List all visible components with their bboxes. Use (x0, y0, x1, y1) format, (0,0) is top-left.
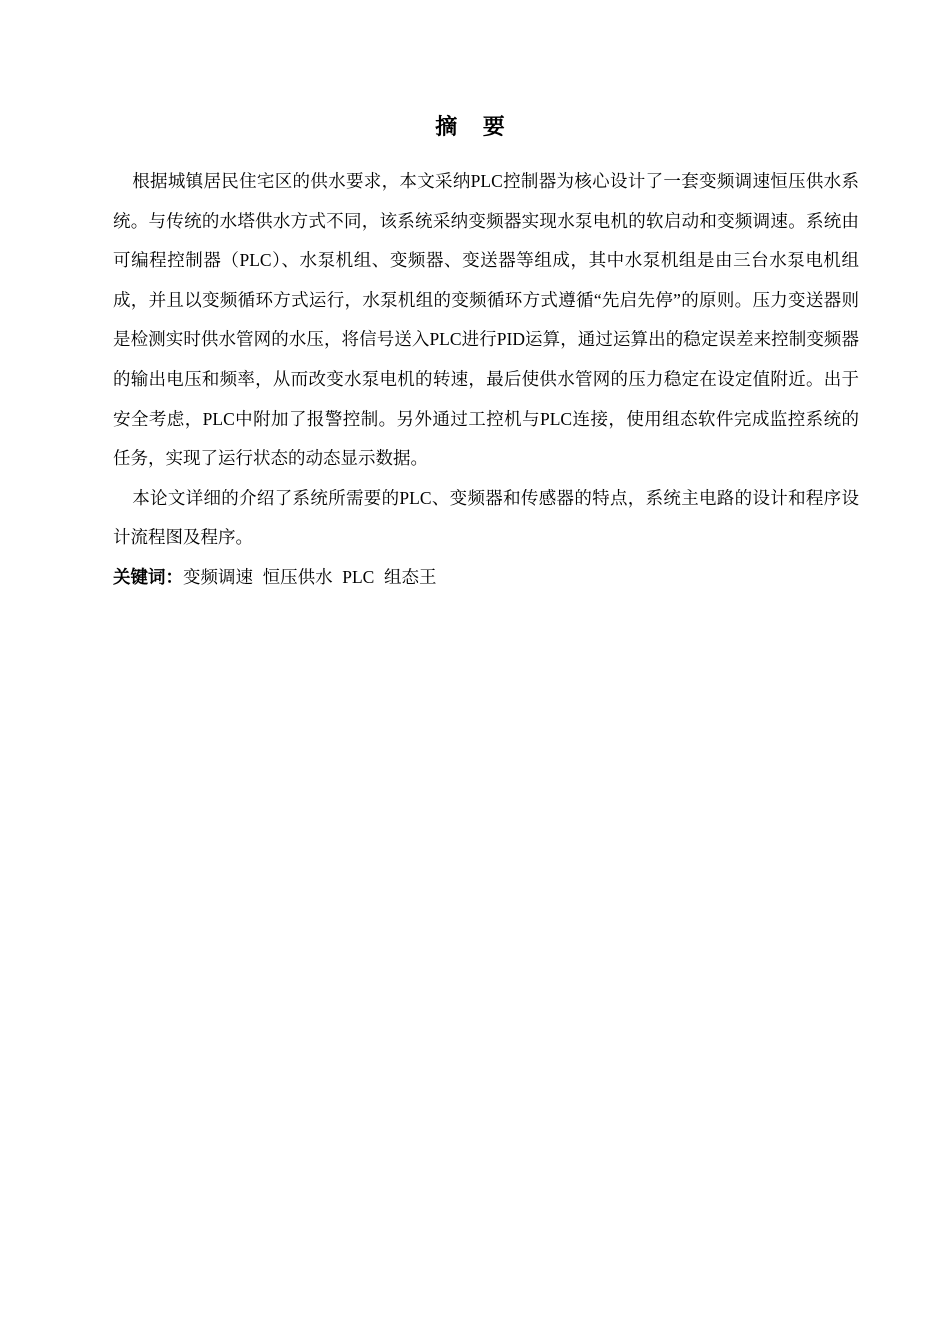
abstract-body (113, 162, 859, 598)
abstract-title: 摘 要 (435, 114, 515, 139)
abstract-paragraph-1: 根据城镇居民住宅区的供水要求，本文采纳PLC控制器为核心设计了一套变频调速恒压供水系统。与传统的水塔供水方式不同，该系统采纳变频器实现水泵电机的软启动和变频调速。系统由可编程控制器（PLC）、水泵机组、变频器、变送器等组成，其中水泵机组是由三台水泵电机组成，并且以变频循环方式运行，水泵机组的变频循环方式遵循“先启先停”的原则。压力变送器则是检测实时供水管网的水压，将信号送入PLC进行PID运算，通过运算出的稳定误差来控制变频器的输出电压和频率，从而改变水泵电机的转速，最后使供水管网的压力稳定在设定值附近。出于安全考虑，PLC中附加了报警控制。另外通过工控机与PLC连接，使用组态软件完成监控系统的任务，实现了运行状态的动态显示数据。 (113, 171, 859, 469)
keywords-line (113, 558, 859, 598)
keyword-item: 恒压供水 (262, 566, 333, 587)
keywords-label: 关键词： (113, 566, 183, 587)
keyword-item: 组态王 (383, 566, 437, 587)
abstract-paragraph-2: 本论文详细的介绍了系统所需要的PLC、变频器和传感器的特点，系统主电路的设计和程序设计流程图及程序。 (113, 487, 859, 548)
keyword-item: 变频调速 (183, 566, 253, 587)
keyword-item: PLC (342, 566, 375, 587)
